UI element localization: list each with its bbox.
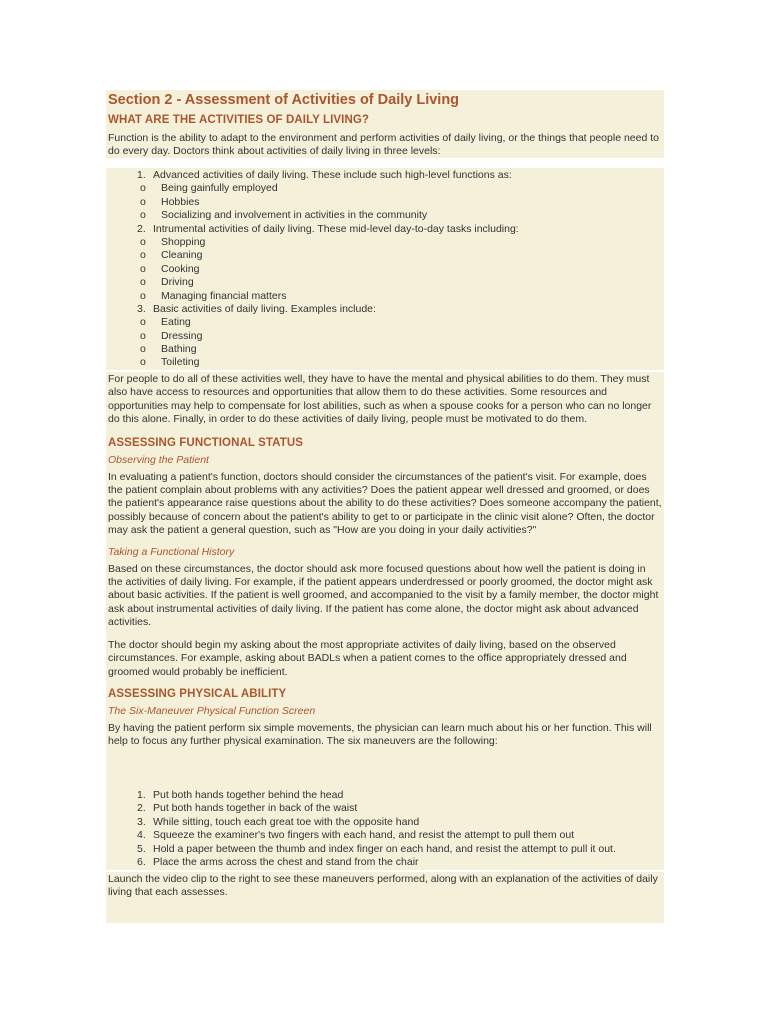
list-item: o Dressing: [140, 329, 203, 342]
sixman-text: By having the patient perform six simple movements, the physician can learn much about his or her function. This will help to focus any further physical examination. The six maneuvers are the following:: [108, 721, 652, 748]
list-item: o Managing financial matters: [140, 289, 287, 302]
list-item: o Eating: [140, 316, 191, 329]
level-2: 2. Intrumental activities of daily living. These mid-level day-to-day tasks including:: [137, 222, 519, 235]
list-item: 4. Squeeze the examiner's two fingers with each hand, and resist the attempt to pull them out: [137, 829, 575, 842]
abilities-text: For people to do all of these activities well, they have to have the mental and physical abilities to do them. They must also have access to resources and opportunities that allow them to do these activities. Some resources and opportunities may help to compensate for lost abilities, such as when a spouse cooks for a person who can no longer do this alone. Finally, in order to do these activities of daily living, people must be motivated to do them.: [108, 373, 652, 426]
begin-text: The doctor should begin my asking about the most appropriate activites of daily living, based on the observed circumstances. For example, asking about BADLs when a patient comes to the office appropriately dressed and groomed would probably be inefficient.: [108, 638, 627, 678]
history-subheading: Taking a Functional History: [108, 545, 235, 558]
list-item: o Bathing: [140, 343, 197, 356]
observing-subheading: Observing the Patient: [108, 453, 209, 466]
intro-text: Function is the ability to adapt to the environment and perform activities of daily living, or the things that people need to do every day. Doctors think about activities of daily living in three levels:: [108, 132, 659, 158]
list-item: 3. While sitting, touch each great toe with the opposite hand: [137, 815, 420, 828]
what-heading: WHAT ARE THE ACTIVITIES OF DAILY LIVING?: [108, 114, 370, 126]
section-title: Section 2 - Assessment of Activities of Daily Living: [108, 92, 460, 108]
list-item: 2. Put both hands together in back of the waist: [137, 802, 358, 815]
physical-heading: ASSESSING PHYSICAL ABILITY: [108, 687, 287, 700]
intro-box: [106, 90, 664, 158]
main-box: [106, 372, 664, 788]
maneuvers-list: [106, 788, 664, 870]
history-text: Based on these circumstances, the doctor should ask more focused questions about how well the patient is doing in the activities of daily living. For example, if the patient appears underdressed or poorly groomed, the doctor might ask about basic activities. If the patient is well groomed, and accompanied to the visit by a family member, the doctor might ask about instrumental activities of daily living. If the patient has come alone, the doctor might ask about advanced activities.: [108, 562, 659, 629]
list-item: o Hobbies: [140, 195, 200, 208]
list-item: 5. Hold a paper between the thumb and index finger on each hand, and resist the attempt to pull it out.: [137, 842, 616, 855]
list-item: o Cleaning: [140, 249, 203, 262]
list-item: o Cooking: [140, 262, 200, 275]
list-item: o Being gainfully employed: [140, 182, 278, 195]
functional-heading: ASSESSING FUNCTIONAL STATUS: [108, 436, 304, 449]
video-text: Launch the video clip to the right to see these maneuvers performed, along with an explanation of the activities of daily living that each assesses.: [108, 873, 658, 899]
list-item: o Socializing and involvement in activities in the community: [140, 209, 428, 222]
list-item: o Toileting: [140, 356, 200, 369]
levels-list: [106, 168, 664, 370]
level-1: 1. Advanced activities of daily living. These include such high-level functions as:: [137, 169, 512, 181]
list-item: o Shopping: [140, 235, 206, 248]
list-item: o Driving: [140, 276, 194, 289]
level-3: 3. Basic activities of daily living. Examples include:: [137, 302, 376, 315]
sixman-subheading: The Six-Maneuver Physical Function Screen: [108, 704, 316, 717]
observing-text: In evaluating a patient's function, doctors should consider the circumstances of the patient's visit. For example, does the patient complain about problems with any activities? Does the patient appear well dressed and groomed, or does the patient's appearance raise questions about the ability to do these activities? Does someone accompany the patient, possibly because of concern about the patient's ability to get to or participate in the clinic visit alone? Often, the doctor may ask the patient a general question, such as "How are you doing in your daily activities?": [108, 470, 662, 537]
list-item: 6. Place the arms across the chest and stand from the chair: [137, 855, 419, 868]
video-box: [106, 872, 664, 923]
list-item: 1. Put both hands together behind the head: [137, 789, 344, 801]
